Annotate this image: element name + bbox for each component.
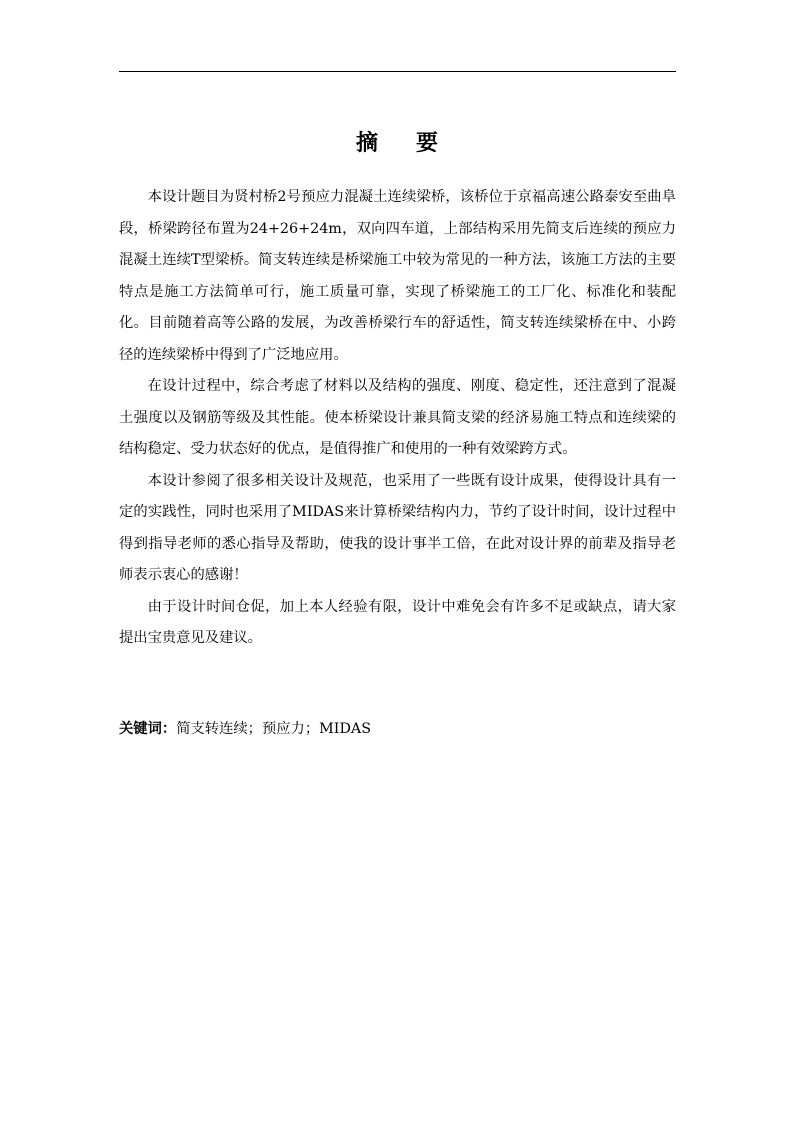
abstract-paragraph: 由于设计时间仓促，加上本人经验有限，设计中难免会有许多不足或缺点，请大家提出宝贵意见及建议。: [119, 598, 676, 646]
abstract-body: [119, 182, 676, 655]
title-char-1: 摘: [355, 131, 378, 156]
keywords-value: 简支转连续；预应力；MIDAS: [176, 721, 372, 737]
abstract-paragraph: 本设计题目为贤村桥2号预应力混凝土连续梁桥，该桥位于京福高速公路泰安至曲阜段，桥梁跨径布置为24+26+24m，双向四车道，上部结构采用先简支后连续的预应力混凝土连续T型梁桥。简支转连续是桥梁施工中较为常见的一种方法，该施工方法的主要特点是施工方法简单可行，施工质量可靠，实现了桥梁施工的工厂化、标准化和装配化。目前随着高等公路的发展，为改善桥梁行车的舒适性，简支转连续梁桥在中、小跨径的连续梁桥中得到了广泛地应用。: [119, 189, 676, 363]
header-rule: [119, 71, 676, 72]
abstract-paragraph: 本设计参阅了很多相关设计及规范，也采用了一些既有设计成果，使得设计具有一定的实践性，同时也采用了MIDAS来计算桥梁结构内力，节约了设计时间，设计过程中得到指导老师的悉心指导及帮助，使我的设计事半工倍，在此对设计界的前辈及指导老师表示衷心的感谢！: [119, 472, 676, 583]
abstract-title: [0, 126, 794, 157]
keywords-label: 关键词：: [119, 721, 177, 737]
title-char-2: 要: [416, 131, 439, 156]
abstract-paragraph: 在设计过程中，综合考虑了材料以及结构的强度、刚度、稳定性，还注意到了混凝土强度以及钢筋等级及其性能。使本桥梁设计兼具简支梁的经济易施工特点和连续梁的结构稳定、受力状态好的优点，是值得推广和使用的一种有效梁跨方式。: [119, 378, 676, 457]
keywords-line: [119, 718, 371, 740]
